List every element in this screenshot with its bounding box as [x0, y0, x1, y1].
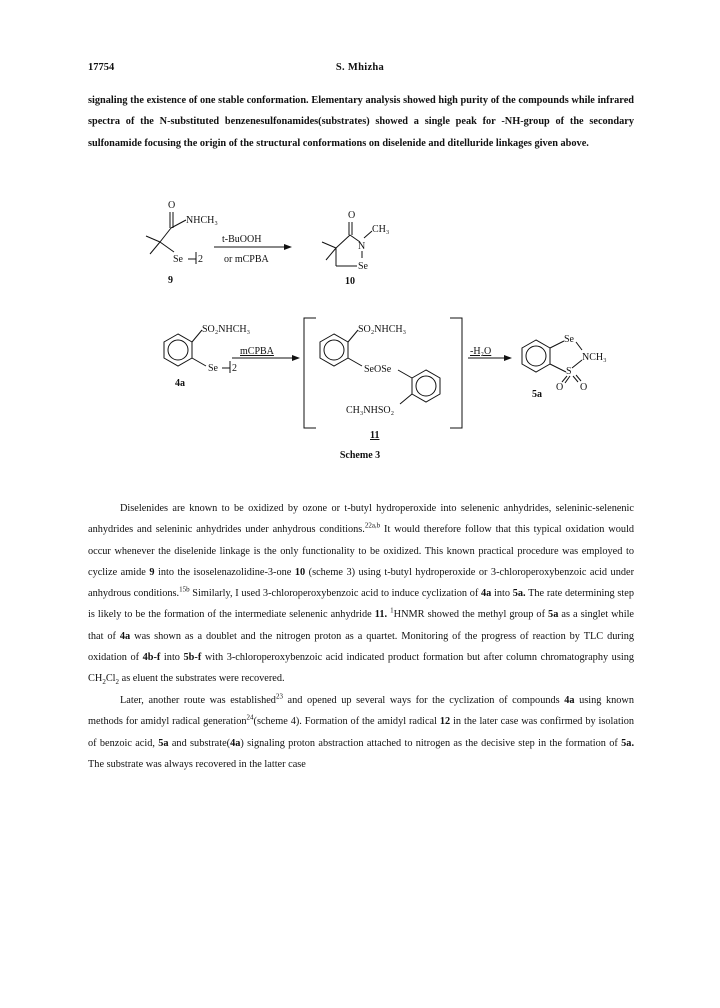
c10-nitrogen: N	[358, 241, 366, 252]
c4a-selenium: Se	[208, 363, 218, 374]
c5a-nch3: NCH₃	[582, 352, 607, 363]
scheme-caption: Scheme 3	[339, 450, 381, 461]
compound-10-structure	[322, 210, 389, 287]
c5a-sulfur: S	[566, 366, 572, 377]
reagent-or-mcpba: or mCPBA	[224, 254, 269, 265]
c10-selenium: Se	[358, 261, 368, 272]
left-bracket	[304, 318, 316, 428]
compound-number-10: 10	[345, 276, 355, 287]
c11-seose: SeOSe	[364, 364, 392, 375]
page-number: 17754	[88, 62, 115, 73]
c9-subscript-2: 2	[198, 254, 203, 265]
c10-oxygen: O	[348, 210, 356, 221]
compound-number-4a: 4a	[175, 378, 185, 389]
reaction-arrow-3	[468, 346, 512, 361]
c4a-so2nhch3: SO₂NHCH₃	[202, 324, 251, 335]
intro-paragraph: signaling the existence of one stable conformation. Elementary analysis showed high purity of the compounds while infrared spectra of the N-substituted benzenesulfonamides(substrates) showed a single peak for -NH-group of the secondary sulfonamide focusing the origin of the structural conformations on diselenide and ditelluride linkages given above.	[88, 95, 634, 149]
c5a-selenium: Se	[564, 334, 574, 345]
reagent-minus-water: -H₂O	[470, 346, 492, 357]
c11-so2nhch3: SO₂NHCH₃	[358, 324, 407, 335]
reaction-arrow-1	[214, 234, 292, 265]
c9-nhch3: NHCH₃	[186, 215, 218, 226]
compound-number-11: 11	[370, 430, 380, 441]
c9-oxygen: O	[168, 200, 176, 211]
paragraph-oxidation: Diselenides are known to be oxidized by ozone or t-butyl hydroperoxide into selenenic anhydrides, seleninic-selenenic anhydrides and seleninic anhydrides under anhydrous conditions.$^{22a,b}$ It would therefore follow that this typical oxidation would occur whenever the diselenide linkage is the only functionality to be oxidized. This known practical procedure was employed to cyclize amide 9 into the isoselenazolidine-3-one 10 (scheme 3) using t-butyl hydroperoxide or 3-chloroperoxybenzoic acid under anhydrous conditions.$^{15b}$ Similarly, I used 3-chloroperoxybenzoic acid to induce cyclization of 4a into 5a. The rate determining step is likely to be the formation of the intermediate selenenic anhydride 11. $^1$HNMR showed the methyl group of 5a as a singlet while that of 4a was shown as a doublet and the nitrogen proton as a quartet. Monitoring of the progress of reaction by TLC during oxidation of 4b-f into 5b-f with 3-chloroperoxybenzoic acid indicated product formation but after column chromatography using $CH_2Cl_2$ as eluent the substrates were recovered.	[88, 503, 635, 687]
c5a-oxygen-1: O	[556, 382, 564, 393]
reagent-tbuooh: t-BuOOH	[222, 234, 262, 245]
c11-ch3nhso2: CH₃NHSO₂	[346, 405, 395, 416]
compound-number-9: 9	[168, 275, 173, 286]
compound-5a-structure	[522, 334, 607, 400]
right-bracket	[450, 318, 462, 428]
c9-selenium: Se	[173, 254, 183, 265]
compound-9-structure	[146, 200, 218, 286]
compound-number-5a: 5a	[532, 389, 542, 400]
compound-11-structure	[320, 324, 440, 441]
scheme-3-diagram	[0, 190, 720, 475]
c5a-oxygen-2: O	[580, 382, 588, 393]
c4a-subscript-2: 2	[232, 363, 237, 374]
reaction-arrow-2	[232, 346, 300, 361]
paragraph-amidyl-radical: Later, another route was established$^{23}$ and opened up several ways for the cyclization of compounds 4a using known methods for amidyl radical generation$^{24}$(scheme 4). Formation of the amidyl radical 12 in the later case was confirmed by isolation of benzoic acid, 5a and substrate(4a) signaling proton abstraction attached to nitrogen as the decisive step in the formation of 5a. The substrate was always recovered in the latter case	[88, 692, 635, 770]
compound-4a-structure	[164, 324, 250, 389]
running-head: S. Mhizha	[335, 62, 385, 73]
c10-ch3: CH₃	[372, 224, 390, 235]
reagent-mcpba: mCPBA	[240, 346, 274, 357]
